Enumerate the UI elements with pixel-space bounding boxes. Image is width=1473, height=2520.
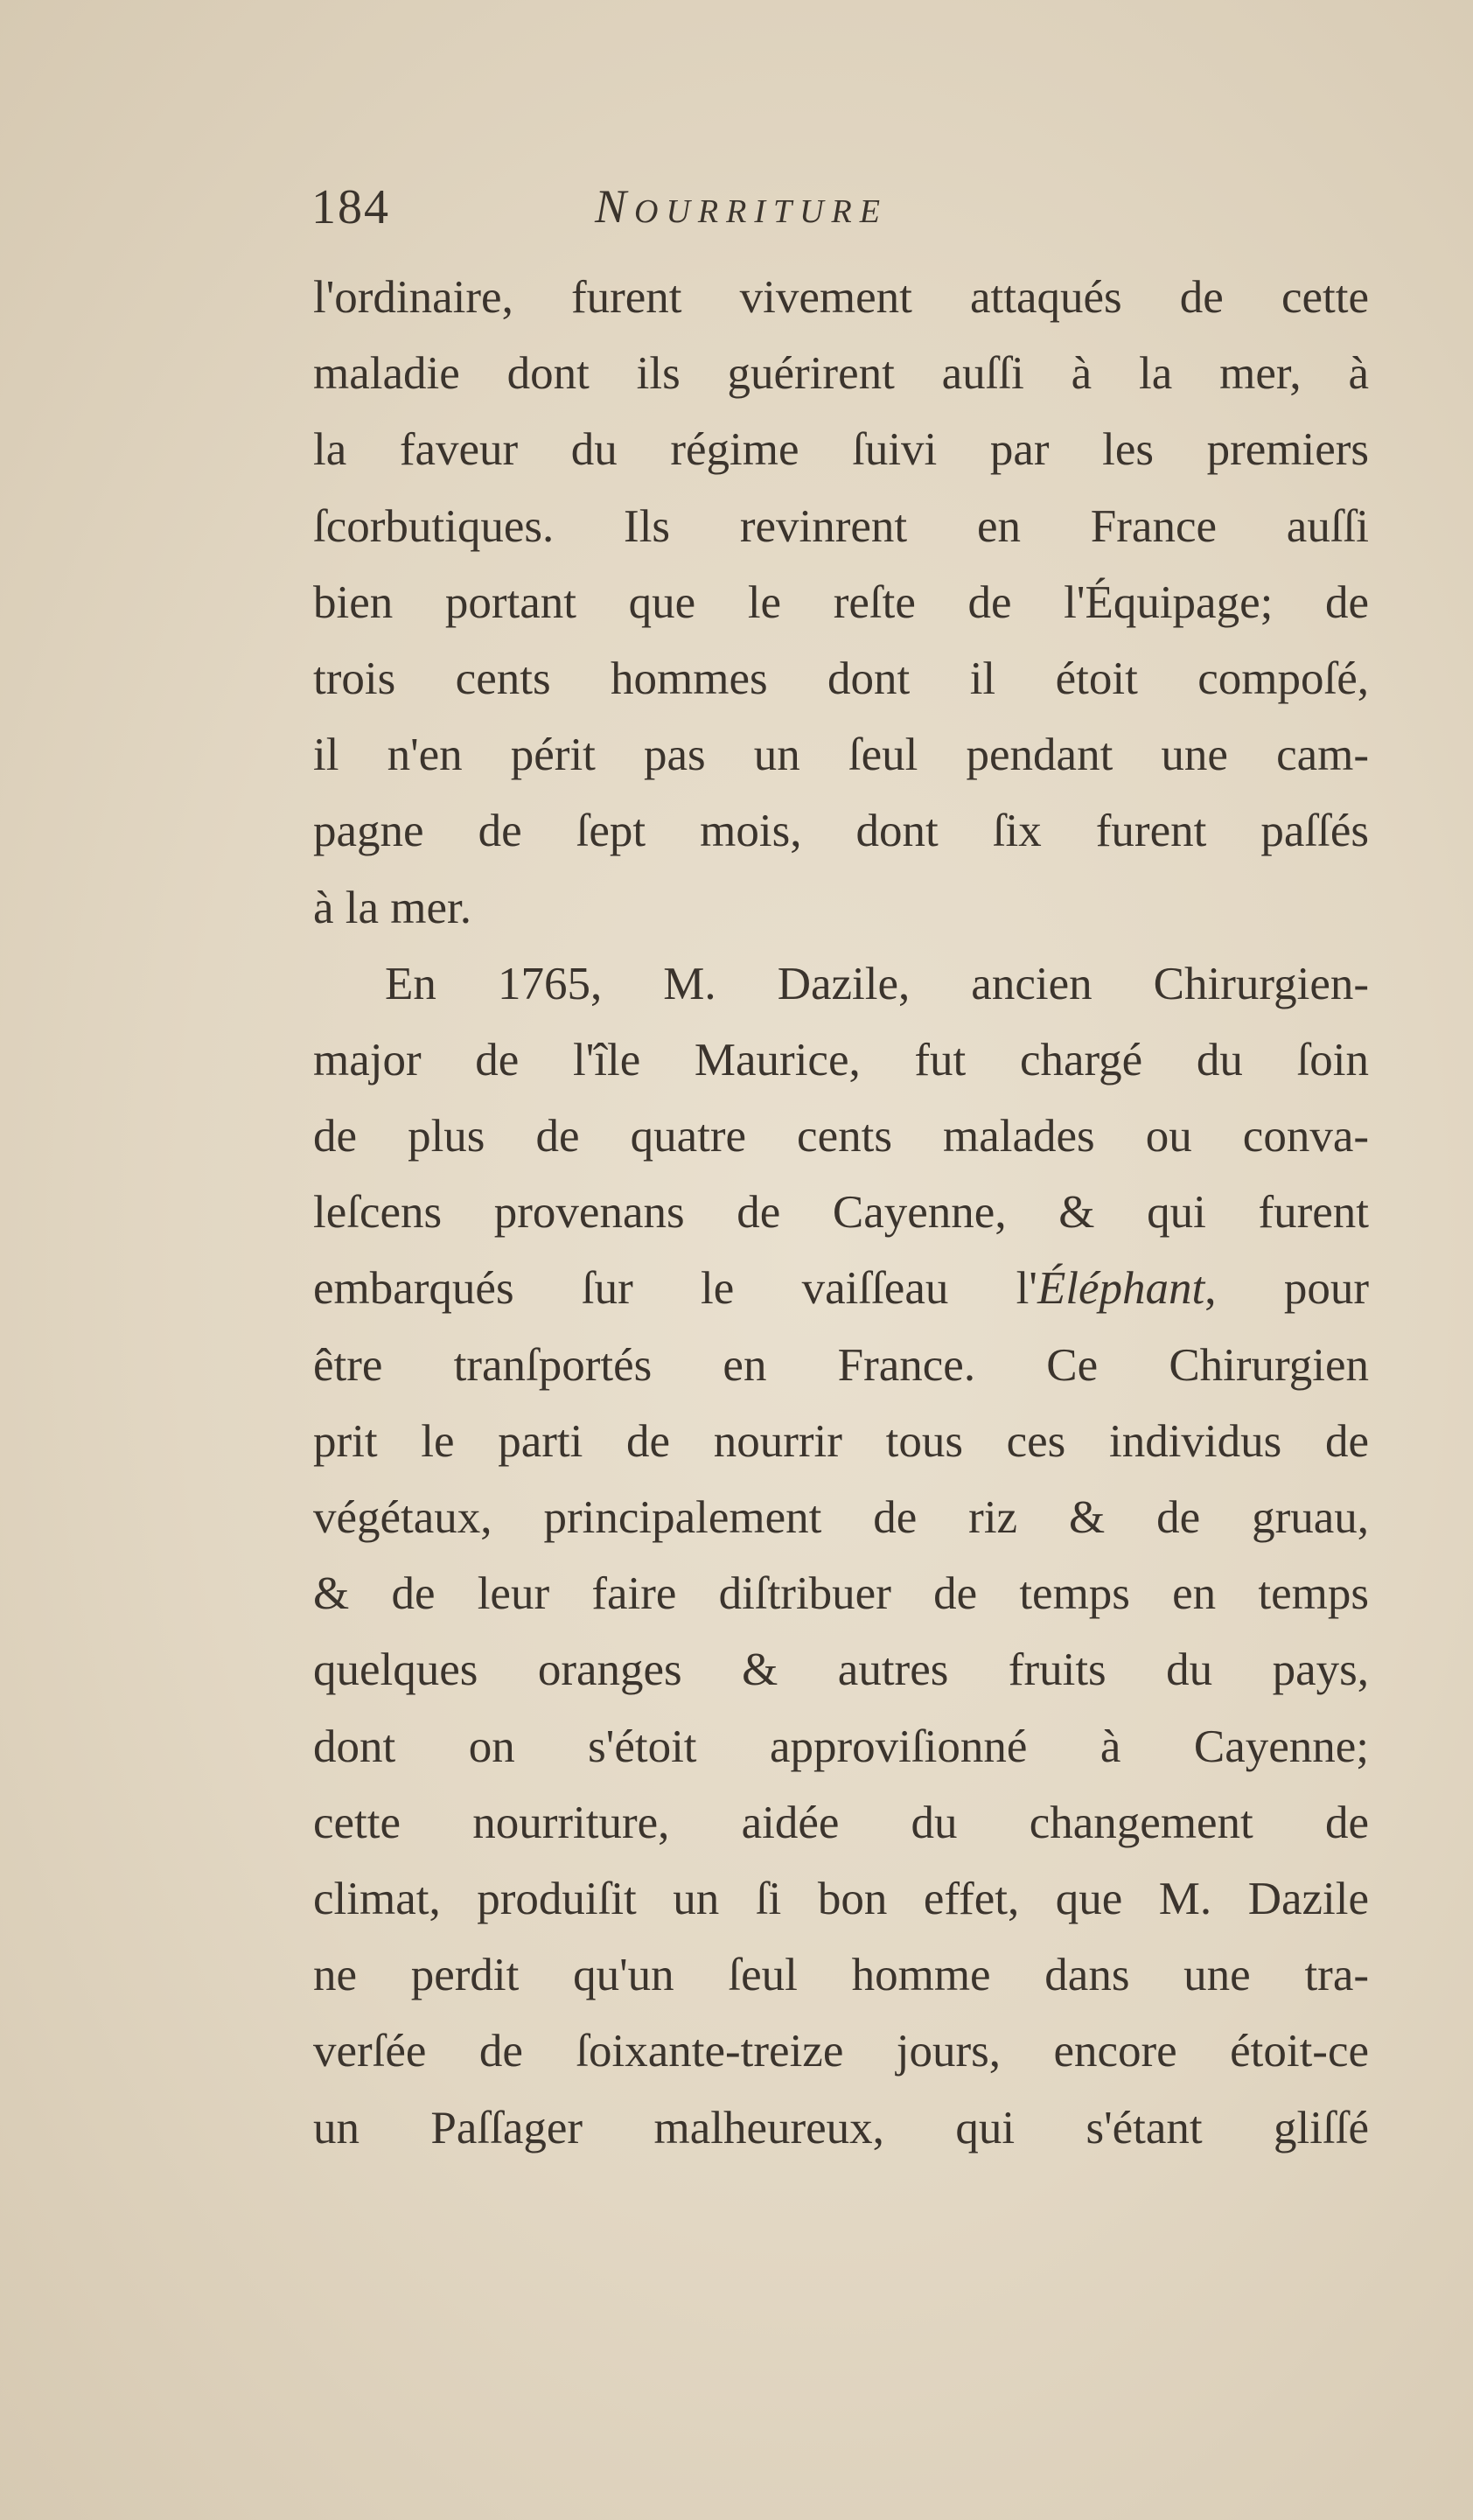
paragraph-1 bbox=[313, 260, 1369, 946]
text-line: il n'en périt pas un ſeul pendant une cam- bbox=[313, 729, 1369, 781]
ship-name: Éléphant bbox=[1037, 1263, 1205, 1315]
text-line: major de l'île Maurice, fut chargé du ſoin bbox=[313, 1034, 1369, 1085]
page-number: 184 bbox=[311, 180, 390, 234]
text-line: bien portant que le reſte de l'Équipage; de bbox=[313, 576, 1369, 628]
text-line: ne perdit qu'un ſeul homme dans une tra- bbox=[313, 1950, 1369, 2001]
text-line: leſcens provenans de Cayenne, & qui furent bbox=[313, 1187, 1369, 1239]
text-line: de plus de quatre cents malades ou conva- bbox=[313, 1111, 1369, 1162]
text-line: la faveur du régime ſuivi par les premiers bbox=[313, 424, 1369, 476]
text-line: végétaux, principalement de riz & de gruau, bbox=[313, 1492, 1369, 1543]
text-line: quelques oranges & autres fruits du pays, bbox=[313, 1644, 1369, 1696]
text-line: un Paſſager malheureux, qui s'étant gliſſé bbox=[313, 2102, 1369, 2154]
text-line: l'ordinaire, furent vivement attaqués de cette bbox=[313, 272, 1369, 323]
text-line: verſée de ſoixante-treize jours, encore étoit-ce bbox=[313, 2026, 1369, 2077]
text-line: trois cents hommes dont il étoit compoſé, bbox=[313, 653, 1369, 704]
text-line: embarqués ſur le vaiſſeau l'Éléphant, pour bbox=[313, 1263, 1369, 1315]
text-line: En 1765, M. Dazile, ancien Chirurgien- bbox=[385, 958, 1369, 1009]
text-line: & de leur faire diſtribuer de temps en temps bbox=[313, 1568, 1369, 1620]
text-line: être tranſportés en France. Ce Chirurgien bbox=[313, 1339, 1369, 1391]
text-line: ſcorbutiques. Ils revinrent en France auſſi bbox=[313, 500, 1369, 552]
text-line: cette nourriture, aidée du changement de bbox=[313, 1797, 1369, 1848]
text-line: maladie dont ils guérirent auſſi à la mer, à bbox=[313, 348, 1369, 400]
running-head-title: Nourriture bbox=[595, 180, 888, 233]
text-line: à la mer. bbox=[313, 882, 471, 933]
text-line: prit le parti de nourrir tous ces individus de bbox=[313, 1415, 1369, 1467]
page-body bbox=[313, 260, 1369, 2167]
paragraph-2 bbox=[313, 946, 1369, 2167]
text-line: pagne de ſept mois, dont ſix furent paſſés bbox=[313, 806, 1369, 857]
text-line: dont on s'étoit approviſionné à Cayenne; bbox=[313, 1721, 1369, 1772]
text-line: climat, produiſit un ſi bon effet, que M. Dazile bbox=[313, 1873, 1369, 1924]
running-header bbox=[311, 179, 1370, 241]
